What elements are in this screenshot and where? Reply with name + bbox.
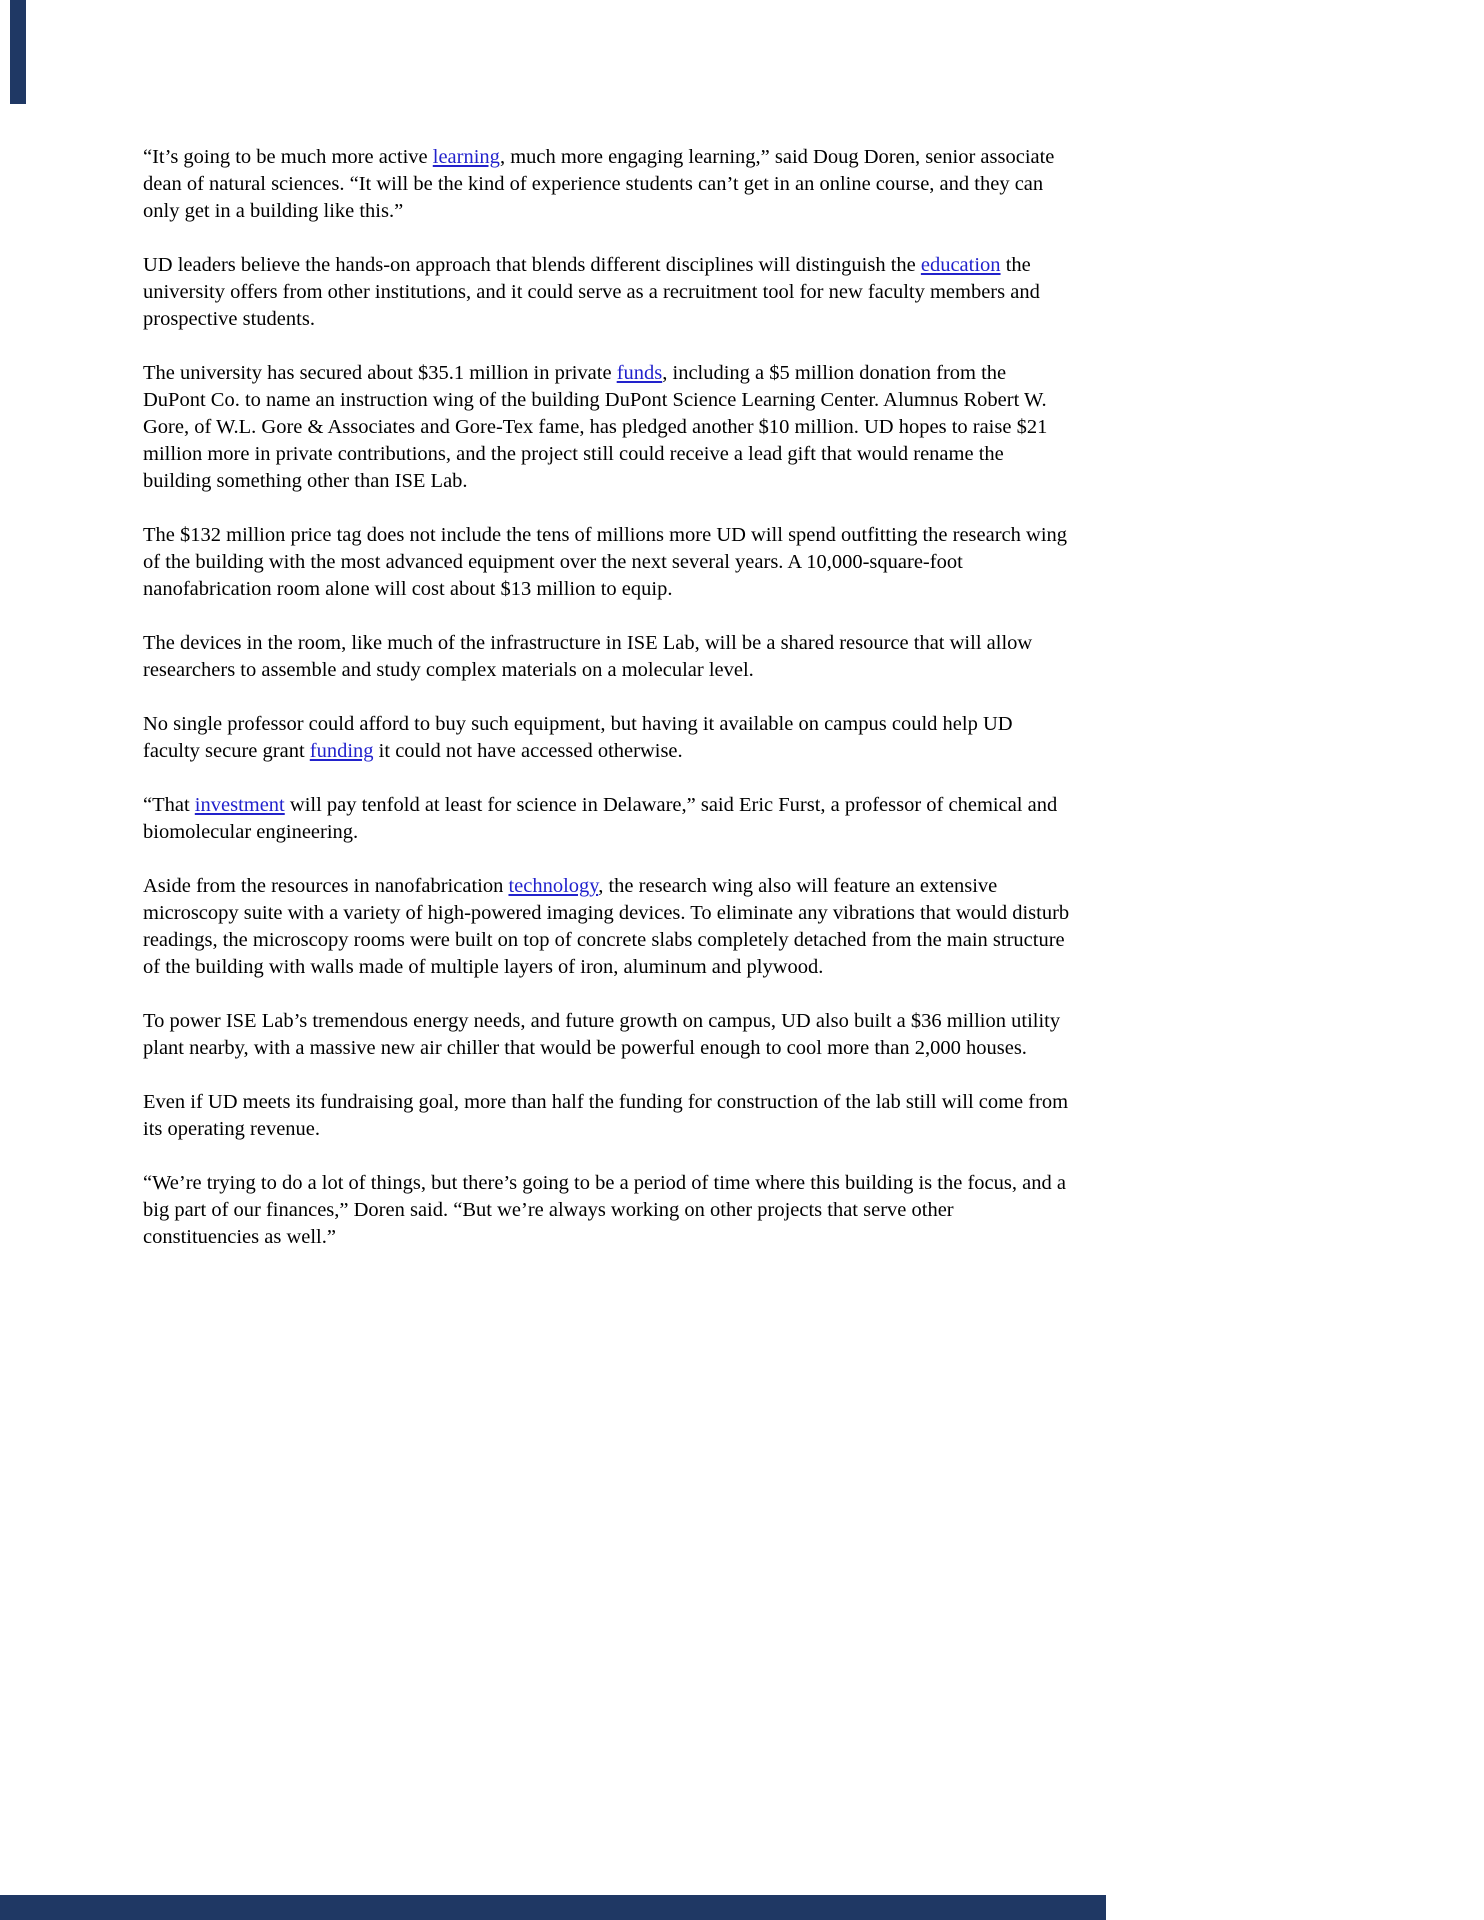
text-run: “It’s going to be much more active <box>143 146 433 168</box>
text-run: The $132 million price tag does not include the tens of millions more UD will spend outfitting the research wing of the building with the most advanced equipment over the next several years. A 10,000-square-foot nanofabrication room alone will cost about $13 million to equip. <box>143 524 1068 600</box>
hyperlink[interactable]: technology <box>508 875 599 897</box>
paragraph <box>143 630 1071 684</box>
paragraph <box>143 792 1071 846</box>
paragraph <box>143 711 1071 765</box>
hyperlink[interactable]: learning <box>432 146 500 168</box>
article-body <box>143 144 1071 1251</box>
text-run: Even if UD meets its fundraising goal, more than half the funding for construction of the lab still will come from its operating revenue. <box>143 1091 1069 1140</box>
text-run: No single professor could afford to buy such equipment, but having it available on campus could help UD faculty secure grant <box>143 713 1013 762</box>
text-run: , much more engaging learning,” said Doug Doren, senior associate dean of natural sciences. “It will be the kind of experience students can’t get in an online course, and they can only get in a building like this.” <box>143 146 1055 222</box>
hyperlink[interactable]: funds <box>616 362 663 384</box>
hyperlink[interactable]: funding <box>309 740 374 762</box>
text-run: it could not have accessed otherwise. <box>373 740 683 762</box>
text-run: “We’re trying to do a lot of things, but there’s going to be a period of time where this building is the focus, and a big part of our finances,” Doren said. “But we’re always working on other projects that serve other constituencies as well.” <box>143 1172 1066 1248</box>
bottom-accent-bar <box>0 1895 1106 1920</box>
text-run: The devices in the room, like much of the infrastructure in ISE Lab, will be a shared resource that will allow researchers to assemble and study complex materials on a molecular level. <box>143 632 1033 681</box>
paragraph <box>143 252 1071 333</box>
text-run: , including a $5 million donation from the DuPont Co. to name an instruction wing of the building DuPont Science Learning Center. Alumnus Robert W. Gore, of W.L. Gore & Associates and Gore-Tex fame, has pledged another $10 million. UD hopes to raise $21 million more in private contributions, and the project still could receive a lead gift that would rename the building something other than ISE Lab. <box>143 362 1048 492</box>
text-run: the university offers from other institutions, and it could serve as a recruitment tool for new faculty members and prospective students. <box>143 254 1040 330</box>
text-run: will pay tenfold at least for science in Delaware,” said Eric Furst, a professor of chemical and biomolecular engineering. <box>143 794 1058 843</box>
paragraph <box>143 144 1071 225</box>
text-run: UD leaders believe the hands-on approach that blends different disciplines will distinguish the <box>143 254 921 276</box>
text-run: , the research wing also will feature an extensive microscopy suite with a variety of high-powered imaging devices. To eliminate any vibrations that would disturb readings, the microscopy rooms were built on top of concrete slabs completely detached from the main structure of the building with walls made of multiple layers of iron, aluminum and plywood. <box>143 875 1070 978</box>
paragraph <box>143 1008 1071 1062</box>
text-run: “That <box>143 794 195 816</box>
paragraph <box>143 1170 1071 1251</box>
top-left-accent-bar <box>10 0 26 104</box>
text-run: The university has secured about $35.1 million in private <box>143 362 617 384</box>
text-run: To power ISE Lab’s tremendous energy needs, and future growth on campus, UD also built a $36 million utility plant nearby, with a massive new air chiller that would be powerful enough to cool more than 2,000 houses. <box>143 1010 1061 1059</box>
text-run: Aside from the resources in nanofabrication <box>143 875 509 897</box>
paragraph <box>143 873 1071 981</box>
hyperlink[interactable]: investment <box>194 794 285 816</box>
paragraph <box>143 522 1071 603</box>
hyperlink[interactable]: education <box>920 254 1001 276</box>
paragraph <box>143 1089 1071 1143</box>
paragraph <box>143 360 1071 495</box>
